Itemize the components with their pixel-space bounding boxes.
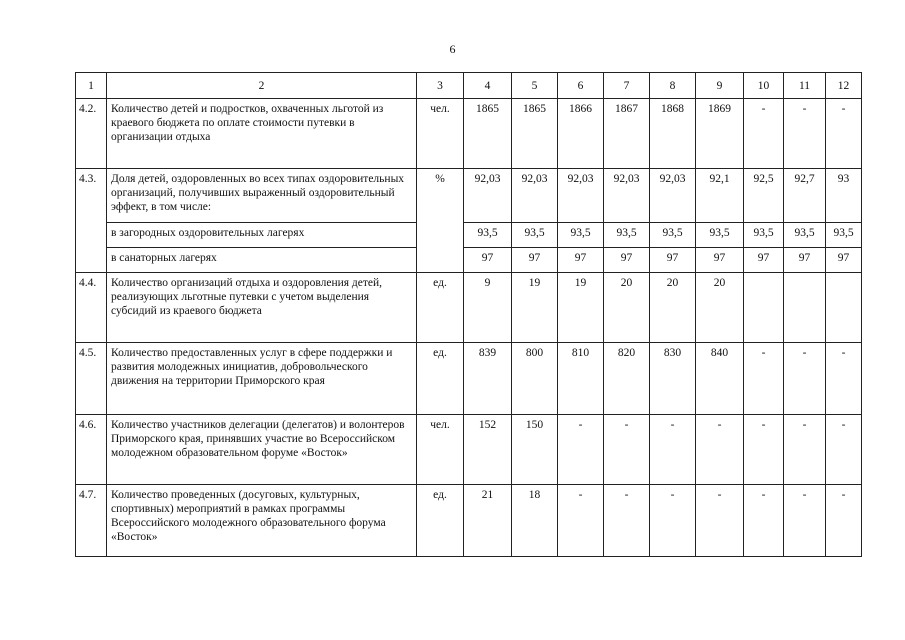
value-cell: - bbox=[784, 99, 826, 169]
value-cell: - bbox=[826, 485, 862, 557]
value-cell: 810 bbox=[558, 343, 604, 415]
value-cell: 97 bbox=[784, 248, 826, 273]
value-cell: 93,5 bbox=[744, 223, 784, 248]
value-cell: 93,5 bbox=[464, 223, 512, 248]
unit-cell: % bbox=[417, 169, 464, 273]
value-cell: 20 bbox=[604, 273, 650, 343]
header-cell: 8 bbox=[650, 73, 696, 99]
value-cell: 1866 bbox=[558, 99, 604, 169]
value-cell: 92,03 bbox=[512, 169, 558, 223]
value-cell: 830 bbox=[650, 343, 696, 415]
row-number: 4.3. bbox=[76, 169, 107, 273]
value-cell: 19 bbox=[512, 273, 558, 343]
row-number: 4.7. bbox=[76, 485, 107, 557]
table-row bbox=[76, 223, 862, 248]
value-cell: 93,5 bbox=[650, 223, 696, 248]
value-cell: - bbox=[784, 415, 826, 485]
unit-cell: ед. bbox=[417, 485, 464, 557]
header-cell: 1 bbox=[76, 73, 107, 99]
value-cell: 820 bbox=[604, 343, 650, 415]
header-cell: 2 bbox=[107, 73, 417, 99]
value-cell: 92,03 bbox=[558, 169, 604, 223]
value-cell: 93,5 bbox=[558, 223, 604, 248]
value-cell: 839 bbox=[464, 343, 512, 415]
value-cell: 150 bbox=[512, 415, 558, 485]
header-cell: 6 bbox=[558, 73, 604, 99]
table-row bbox=[76, 273, 862, 343]
value-cell: 97 bbox=[696, 248, 744, 273]
value-cell: - bbox=[604, 415, 650, 485]
value-cell: 1869 bbox=[696, 99, 744, 169]
value-cell: - bbox=[558, 415, 604, 485]
table-row bbox=[76, 169, 862, 223]
value-cell: 20 bbox=[650, 273, 696, 343]
table-row bbox=[76, 343, 862, 415]
value-cell: 840 bbox=[696, 343, 744, 415]
value-cell: - bbox=[650, 485, 696, 557]
page-number: 6 bbox=[449, 42, 456, 56]
value-cell bbox=[784, 273, 826, 343]
indicator-name: Доля детей, оздоровленных во всех типах оздоровительных организаций, получивших выраженный оздоровительный эффект, в том числе: bbox=[107, 169, 417, 223]
value-cell: 97 bbox=[826, 248, 862, 273]
value-cell: - bbox=[744, 343, 784, 415]
indicator-name: Количество предоставленных услуг в сфере поддержки и развития молодежных инициатив, добровольческого движения на территории Приморского края bbox=[107, 343, 417, 415]
value-cell bbox=[744, 273, 784, 343]
value-cell: 1868 bbox=[650, 99, 696, 169]
value-cell: - bbox=[826, 343, 862, 415]
value-cell: 93,5 bbox=[512, 223, 558, 248]
value-cell: 1867 bbox=[604, 99, 650, 169]
table-row bbox=[76, 99, 862, 169]
unit-cell: чел. bbox=[417, 99, 464, 169]
row-number: 4.2. bbox=[76, 99, 107, 169]
value-cell: 18 bbox=[512, 485, 558, 557]
value-cell: 97 bbox=[744, 248, 784, 273]
table-row bbox=[76, 415, 862, 485]
value-cell: - bbox=[744, 99, 784, 169]
row-number: 4.4. bbox=[76, 273, 107, 343]
header-cell: 3 bbox=[417, 73, 464, 99]
value-cell: - bbox=[650, 415, 696, 485]
value-cell: 1865 bbox=[512, 99, 558, 169]
value-cell: 97 bbox=[604, 248, 650, 273]
value-cell: 92,5 bbox=[744, 169, 784, 223]
value-cell: 92,7 bbox=[784, 169, 826, 223]
value-cell: - bbox=[784, 343, 826, 415]
value-cell: 93,5 bbox=[826, 223, 862, 248]
value-cell: - bbox=[826, 415, 862, 485]
header-cell: 9 bbox=[696, 73, 744, 99]
value-cell: 9 bbox=[464, 273, 512, 343]
table-row bbox=[76, 485, 862, 557]
header-cell: 10 bbox=[744, 73, 784, 99]
table-header-row bbox=[76, 73, 862, 99]
value-cell: 93,5 bbox=[784, 223, 826, 248]
header-cell: 12 bbox=[826, 73, 862, 99]
value-cell: 20 bbox=[696, 273, 744, 343]
value-cell: - bbox=[744, 485, 784, 557]
value-cell: - bbox=[696, 415, 744, 485]
value-cell: - bbox=[604, 485, 650, 557]
value-cell: 21 bbox=[464, 485, 512, 557]
indicator-name: Количество детей и подростков, охваченных льготой из краевого бюджета по оплате стоимости путевки в организации отдыха bbox=[107, 99, 417, 169]
header-cell: 11 bbox=[784, 73, 826, 99]
indicator-name: Количество организаций отдыха и оздоровления детей, реализующих льготные путевки с учетом выделения субсидий из краевого бюджета bbox=[107, 273, 417, 343]
indicator-name: Количество участников делегации (делегатов) и волонтеров Приморского края, принявших участие во Всероссийском молодежном образовательном форуме «Восток» bbox=[107, 415, 417, 485]
value-cell: - bbox=[558, 485, 604, 557]
value-cell: 92,03 bbox=[464, 169, 512, 223]
indicator-name: в санаторных лагерях bbox=[107, 248, 417, 273]
header-cell: 4 bbox=[464, 73, 512, 99]
unit-cell: ед. bbox=[417, 273, 464, 343]
value-cell: 93,5 bbox=[696, 223, 744, 248]
value-cell: 93,5 bbox=[604, 223, 650, 248]
row-number: 4.5. bbox=[76, 343, 107, 415]
value-cell: 97 bbox=[464, 248, 512, 273]
unit-cell: чел. bbox=[417, 415, 464, 485]
value-cell: 92,03 bbox=[604, 169, 650, 223]
value-cell: 92,03 bbox=[650, 169, 696, 223]
unit-cell: ед. bbox=[417, 343, 464, 415]
value-cell: 97 bbox=[558, 248, 604, 273]
value-cell: 93 bbox=[826, 169, 862, 223]
table-row bbox=[76, 248, 862, 273]
value-cell: - bbox=[784, 485, 826, 557]
value-cell: 19 bbox=[558, 273, 604, 343]
value-cell bbox=[826, 273, 862, 343]
indicator-name: в загородных оздоровительных лагерях bbox=[107, 223, 417, 248]
value-cell: 800 bbox=[512, 343, 558, 415]
value-cell: 92,1 bbox=[696, 169, 744, 223]
value-cell: - bbox=[826, 99, 862, 169]
value-cell: 97 bbox=[512, 248, 558, 273]
indicators-table bbox=[75, 72, 862, 557]
indicator-name: Количество проведенных (досуговых, культурных, спортивных) мероприятий в рамках программы Всероссийского молодежного образовательного форума «Восток» bbox=[107, 485, 417, 557]
header-cell: 5 bbox=[512, 73, 558, 99]
row-number: 4.6. bbox=[76, 415, 107, 485]
value-cell: 1865 bbox=[464, 99, 512, 169]
value-cell: - bbox=[696, 485, 744, 557]
value-cell: 97 bbox=[650, 248, 696, 273]
value-cell: - bbox=[744, 415, 784, 485]
value-cell: 152 bbox=[464, 415, 512, 485]
header-cell: 7 bbox=[604, 73, 650, 99]
